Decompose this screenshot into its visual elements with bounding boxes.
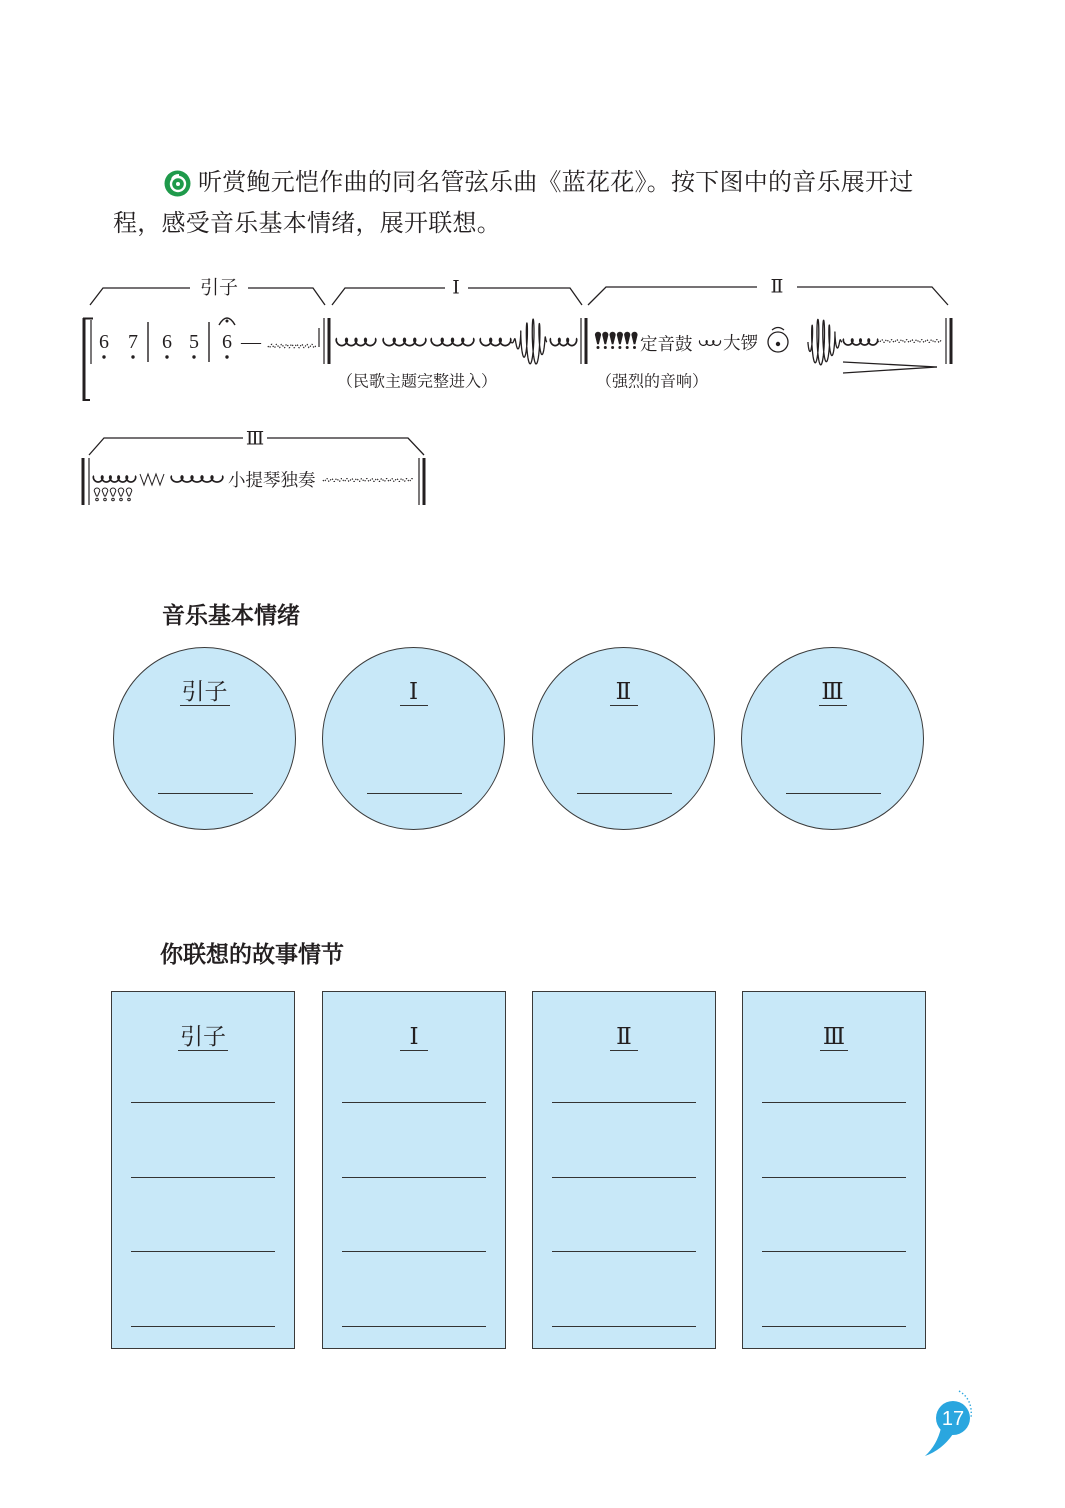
diagram-marks — [83, 287, 951, 505]
story-label-text: 引子 — [180, 1024, 226, 1049]
emotion-circle-intro — [113, 647, 296, 830]
annotation-strong-sound: （强烈的音响） — [596, 373, 709, 391]
accent-dot — [611, 346, 614, 349]
coil-wave — [699, 341, 720, 346]
accent-dot — [96, 498, 99, 501]
answer-blank — [762, 1326, 906, 1327]
emotion-circle-3 — [741, 647, 924, 830]
gong-icon-center — [776, 342, 780, 346]
fermata-dot — [226, 320, 229, 323]
story-panel-label — [743, 1023, 925, 1051]
timpani-label: 定音鼓 — [640, 334, 693, 354]
coil-wave — [843, 339, 877, 345]
bracket-2-right — [797, 287, 948, 305]
section-label-1: Ⅰ — [452, 277, 460, 299]
decrescendo-hairpin-lower — [843, 367, 937, 373]
story-heading: 你联想的故事情节 — [160, 942, 344, 968]
accent-dot — [597, 346, 600, 349]
coil-wave — [171, 476, 223, 482]
answer-blank — [552, 1177, 696, 1178]
accent-drop — [126, 488, 132, 496]
accent-dot — [618, 346, 621, 349]
violin-solo-label: 小提琴独奏 — [228, 470, 316, 490]
emotion-circle-label — [742, 678, 923, 706]
coil-wave — [550, 338, 576, 345]
emotion-circle-label — [533, 678, 714, 706]
accent-drop — [595, 332, 601, 344]
emotion-circle-2 — [532, 647, 715, 830]
accent-dot — [604, 346, 607, 349]
accent-drop — [624, 332, 630, 344]
bracket-1-right — [468, 288, 582, 305]
answer-blank — [552, 1251, 696, 1252]
emotion-heading: 音乐基本情绪 — [162, 603, 300, 629]
page-number-badge — [915, 1385, 980, 1465]
coil-wave — [93, 476, 135, 482]
accent-drop — [110, 488, 116, 496]
page-number: 17 — [941, 1408, 965, 1430]
story-panel-label — [112, 1023, 294, 1051]
bracket-2-left — [588, 287, 757, 305]
dotted-wave — [878, 340, 942, 343]
coil-wave — [480, 338, 511, 345]
dotted-wave — [323, 479, 413, 482]
section-label-3: Ⅲ — [245, 428, 265, 450]
emotion-label-text: Ⅲ — [819, 679, 847, 706]
sustain-dash: — — [241, 331, 261, 353]
emotion-circle-1 — [322, 647, 505, 830]
emotion-circle-label — [114, 678, 295, 706]
accent-dot — [128, 498, 131, 501]
oscillation-burst — [510, 319, 547, 364]
oscillation-burst — [808, 319, 842, 364]
story-panel-2 — [532, 991, 716, 1349]
note-2: 7 — [128, 331, 138, 353]
emotion-circle-label — [323, 678, 504, 706]
emotion-label-text: Ⅱ — [610, 679, 638, 706]
answer-blank — [367, 793, 462, 794]
low-octave-dot — [192, 355, 195, 358]
accent-drop — [94, 488, 100, 496]
story-panel-1 — [322, 991, 506, 1349]
emotion-label-text: Ⅰ — [400, 679, 428, 706]
answer-blank — [342, 1326, 486, 1327]
accent-dot — [112, 498, 115, 501]
coil-wave — [383, 338, 426, 345]
story-panel-label — [533, 1023, 715, 1051]
answer-blank — [342, 1177, 486, 1178]
low-octave-dot — [225, 355, 228, 358]
story-label-text: Ⅱ — [610, 1024, 638, 1051]
annotation-theme-enter: （民歌主题完整进入） — [337, 373, 498, 391]
accent-dot — [104, 498, 107, 501]
coil-wave — [431, 338, 474, 345]
section-label-2: Ⅱ — [770, 276, 784, 298]
answer-blank — [762, 1177, 906, 1178]
answer-blank — [131, 1177, 275, 1178]
answer-blank — [552, 1326, 696, 1327]
answer-blank — [131, 1251, 275, 1252]
story-panel-3 — [742, 991, 926, 1349]
story-panel-label — [323, 1023, 505, 1051]
accent-drop — [102, 488, 108, 496]
decrescendo-hairpin-upper — [843, 362, 937, 367]
answer-blank — [762, 1102, 906, 1103]
low-octave-dot — [102, 355, 105, 358]
answer-blank — [786, 793, 881, 794]
gong-label: 大锣 — [723, 333, 758, 353]
bracket-intro-left — [90, 288, 190, 305]
note-4: 5 — [189, 331, 199, 353]
intro-text-line-2: 程，感受音乐基本情绪，展开联想。 — [113, 211, 501, 237]
answer-blank — [131, 1102, 275, 1103]
answer-blank — [762, 1251, 906, 1252]
low-octave-dot — [131, 355, 134, 358]
story-label-text: Ⅲ — [820, 1024, 848, 1051]
story-panel-intro — [111, 991, 295, 1349]
music-development-diagram — [0, 0, 1065, 520]
note-3: 6 — [162, 331, 172, 353]
low-octave-dot — [165, 355, 168, 358]
answer-blank — [342, 1251, 486, 1252]
gong-icon-hanger — [772, 328, 784, 331]
accent-drop — [617, 332, 623, 344]
bracket-intro-right — [248, 288, 325, 305]
zigzag-wave — [140, 474, 164, 485]
bracket-3-left — [89, 438, 243, 455]
bracket-1-left — [332, 288, 445, 305]
answer-blank — [158, 793, 253, 794]
accent-drop — [603, 332, 609, 344]
accent-drop — [632, 332, 638, 344]
accent-drop — [118, 488, 124, 496]
note-5: 6 — [222, 331, 232, 353]
bracket-3-right — [267, 438, 424, 455]
coil-wave — [336, 338, 376, 345]
accent-dot — [626, 346, 629, 349]
dotted-wave — [268, 344, 316, 347]
answer-blank — [552, 1102, 696, 1103]
section-label-intro: 引子 — [199, 277, 239, 299]
accent-dot — [633, 346, 636, 349]
accent-dot — [120, 498, 123, 501]
answer-blank — [131, 1326, 275, 1327]
intro-text-line-1: 听赏鲍元恺作曲的同名管弦乐曲《蓝花花》。按下图中的音乐展开过 — [198, 170, 914, 196]
accent-drop — [610, 332, 616, 344]
emotion-label-text: 引子 — [181, 679, 228, 704]
note-1: 6 — [99, 331, 109, 353]
story-label-text: Ⅰ — [400, 1024, 428, 1051]
answer-blank — [577, 793, 672, 794]
answer-blank — [342, 1102, 486, 1103]
